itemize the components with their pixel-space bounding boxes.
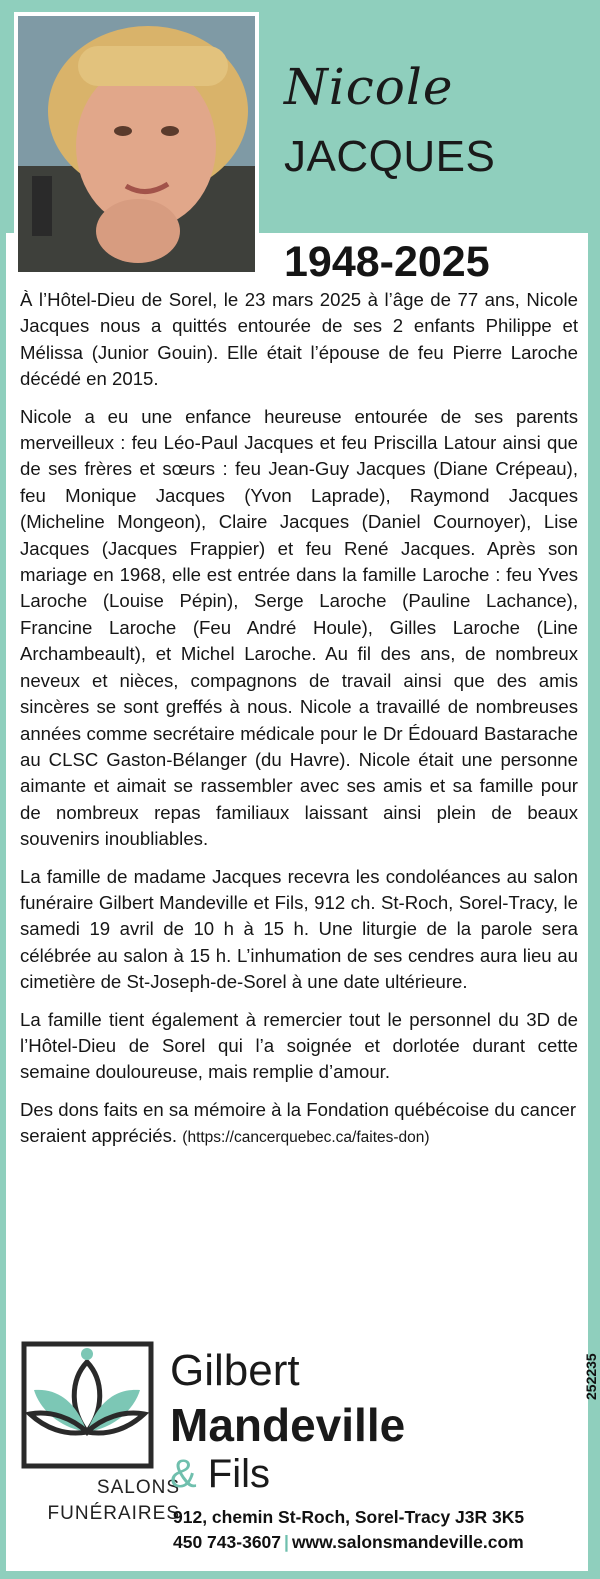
salons-funeraires-label — [40, 1475, 180, 1527]
brand-ampersand: & — [170, 1452, 197, 1496]
life-years: 1948-2025 — [284, 238, 490, 286]
ad-reference-code: 252235 — [583, 1353, 599, 1400]
deceased-first-name: Nicole — [284, 58, 454, 116]
phone-number[interactable]: 450 743-3607 — [173, 1532, 282, 1552]
donation-text: Des dons faits en sa mémoire à la Fondation québécoise du cancer seraient appréciés. — [20, 1098, 577, 1147]
portrait-photo — [18, 16, 255, 272]
paragraph-condolences: La famille de madame Jacques recevra les condoléances au salon funéraire Gilbert Mandeville et Fils, 912 ch. St-Roch, Sorel-Tracy, le samedi 19 avril de 10 h à 15 h. Une liturgie de la parole sera célébrée au salon à 15 h. L’inhumation de ses cendres aura lieu au cimetière de St-Joseph-de-Sorel à une date ultérieure. — [20, 865, 578, 993]
donation-note — [20, 1097, 578, 1152]
paragraph-family: Nicole a eu une enfance heureuse entourée de ses parents merveilleux : feu Léo-Paul Jacques et feu Priscilla Latour ainsi que de ses frères et sœurs : feu Jean-Guy Jacques (Diane Crépeau), feu Monique Jacques (Yvon Laprade), Raymond Jacques (Micheline Mongeon), Claire Jacques (Daniel Cournoyer), Lise Jacques (Jacques Frappier) et feu René Jacques. Après son mariage en 1968, elle est entrée dans la famille Laroche : feu Yves Laroche (Louise Pépin), Serge Laroche (Pauline Lachance), Francine Laroche (Feu André Houle), Gilles Laroche (Line Archambeault), et Michel Laroche. Au fil des ans, de nombreux neveux et nièces, compagnons de travail ainsi que des amis sincères se sont greffés à nous. Nicole a travaillé de nombreuses années comme secrétaire médicale pour le Dr Édouard Bastarache au CLSC Gaston-Bélanger (du Havre). Nicole était une personne aimante et aimait se rassembler avec ses amis et sa famille pour de nombreux repas familiaux laissant ainsi plein de beaux souvenirs inoubliables. — [20, 405, 578, 850]
portrait-illustration-icon — [18, 16, 255, 272]
funeral-home-contact — [173, 1532, 524, 1553]
brand-line-mandeville: Mandeville — [170, 1399, 406, 1451]
funeraires-label: FUNÉRAIRES — [47, 1503, 180, 1524]
funeral-home-address: 912, chemin St-Roch, Sorel-Tracy J3R 3K5 — [173, 1507, 525, 1527]
donation-link[interactable]: (https://cancerquebec.ca/faites-don) — [182, 1129, 430, 1147]
paragraph-thanks: La famille tient également à remercier tout le personnel du 3D de l’Hôtel-Dieu de Sorel qui l’a soignée et dorlotée durant cette semaine douloureuse, mais remplie d’amour. — [20, 1008, 578, 1083]
lotus-logo-icon — [20, 1340, 155, 1470]
salons-label: SALONS — [96, 1477, 180, 1498]
portrait-photo-frame — [14, 12, 259, 276]
brand-line-fils — [170, 1452, 270, 1497]
obituary-text — [20, 287, 578, 1163]
paragraph-death-notice: À l’Hôtel-Dieu de Sorel, le 23 mars 2025 à l’âge de 77 ans, Nicole Jacques nous a quittés entourée de ses 2 enfants Philippe et Mélissa (Junior Gouin). Elle était l’épouse de feu Pierre Laroche décédé en 2015. — [20, 289, 578, 390]
brand-fils: Fils — [196, 1452, 271, 1496]
contact-separator: | — [284, 1532, 289, 1552]
brand-line-gilbert: Gilbert — [170, 1346, 300, 1395]
website-link[interactable]: www.salonsmandeville.com — [291, 1532, 524, 1552]
funeral-home-logo-block — [20, 1340, 590, 1565]
deceased-last-name: JACQUES — [284, 132, 496, 181]
